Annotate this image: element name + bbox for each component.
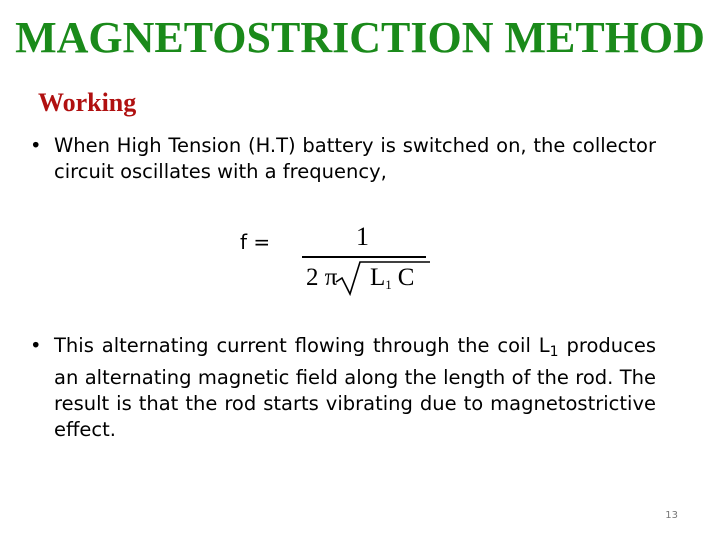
formula-radicand	[370, 264, 414, 293]
page-number: 13	[665, 510, 678, 521]
fraction-bar	[302, 256, 426, 258]
formula-numerator: 1	[356, 222, 369, 251]
bullet-icon: •	[30, 334, 42, 357]
square-root-icon	[334, 260, 374, 296]
bullet-item	[30, 333, 656, 443]
radicand-var: L	[370, 264, 386, 291]
bullet-item	[30, 133, 656, 185]
bullet-text-rest: produces an alternating magnetic field along the length of the rod. The result is that the rod starts vibrating due to magnetostrictive effect.	[54, 334, 656, 441]
bullet-text	[54, 333, 656, 443]
formula-lhs: f =	[240, 230, 271, 254]
coil-subscript: 1	[549, 344, 559, 360]
radicand-subscript: 1	[385, 277, 392, 292]
bullet-text: When High Tension (H.T) battery is switched on, the collector circuit oscillates with a frequency,	[54, 134, 656, 183]
slide-title: MAGNETOSTRICTION METHOD	[15, 13, 705, 62]
radicand-rest: C	[397, 264, 415, 291]
formula-denominator-prefix: 2 π	[306, 264, 338, 291]
frequency-formula	[238, 222, 438, 302]
bullet-text-main: This alternating current flowing through the coil L	[54, 334, 550, 357]
section-subheading: Working	[38, 88, 137, 117]
bullet-icon: •	[30, 134, 42, 157]
